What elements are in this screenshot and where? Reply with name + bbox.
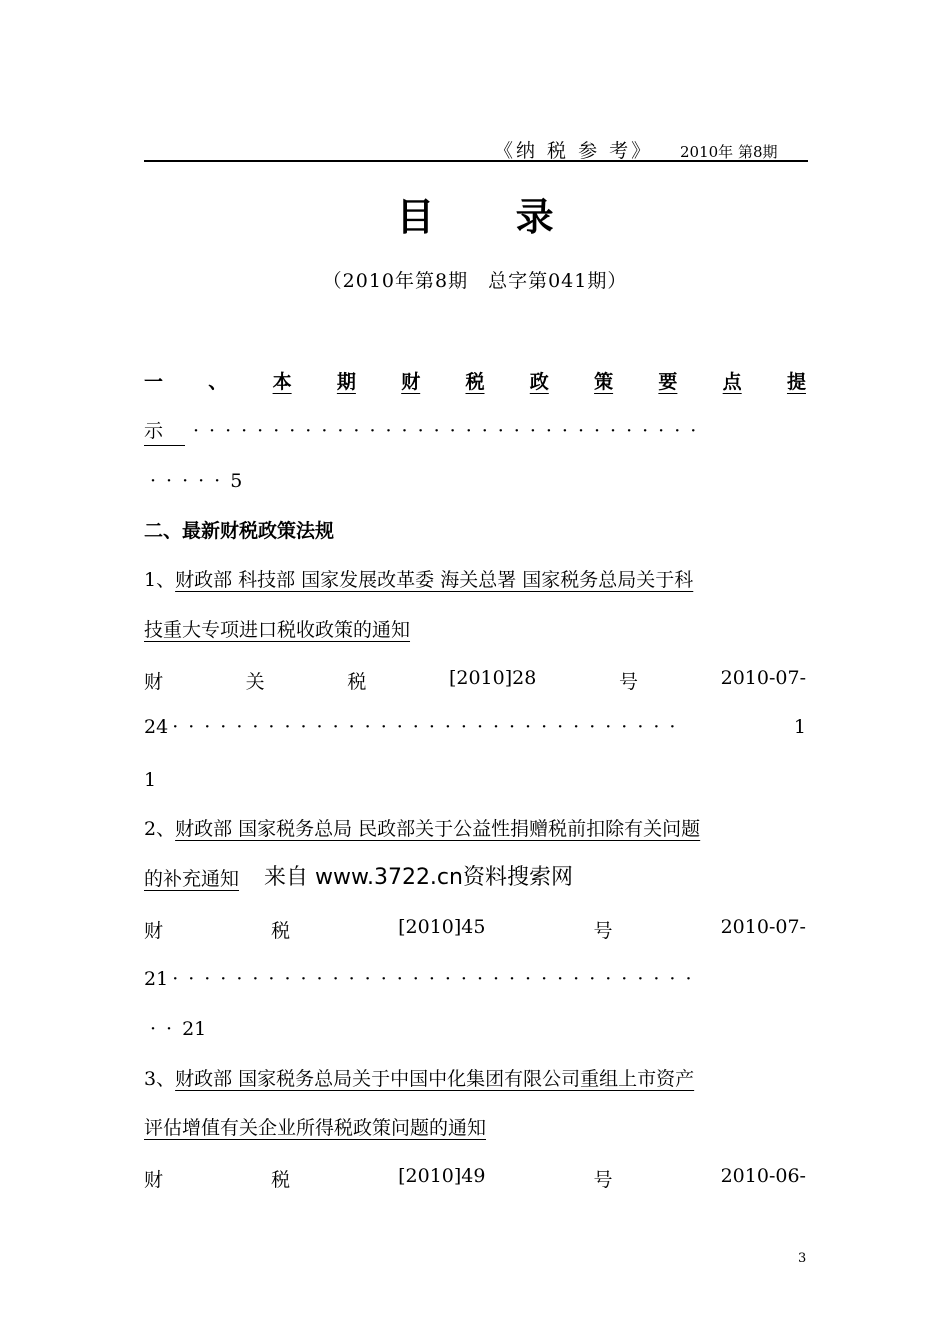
item1-title-line2 [144, 617, 410, 643]
item2-title-link-cont[interactable]: 的补充通知 [144, 868, 240, 890]
section1-char[interactable]: 点 [722, 371, 742, 393]
leader-dots: ································· [172, 968, 702, 990]
section1-char[interactable]: 政 [529, 371, 549, 393]
date-tail: 21 [144, 968, 169, 990]
doc-part: [2010]28 [448, 667, 537, 689]
doc-part: 税 [271, 920, 291, 942]
doc-part: 号 [618, 671, 638, 693]
page-ref: 5 [230, 470, 243, 492]
page-title: 目 录 [396, 194, 588, 239]
section1-line3 [150, 468, 242, 494]
section1-heading-line [144, 367, 806, 394]
item-number: 2、 [144, 818, 176, 840]
section1-line2 [144, 418, 706, 444]
doc-part: 2010-07- [720, 667, 806, 689]
publication-title: 《纳 税 参 考》 [494, 140, 654, 162]
item1-page-cont: 1 [144, 769, 157, 791]
date-tail: 24 [144, 716, 169, 738]
item1-title-link-cont[interactable]: 技重大专项进口税收政策的通知 [144, 619, 411, 641]
item1-date-dots-line [144, 716, 806, 738]
doc-part: 财 [144, 1169, 164, 1191]
header-rule [144, 160, 808, 162]
item2-date-dots-line [144, 966, 702, 992]
doc-part: 2010-07- [720, 916, 806, 938]
item1-title-line1 [144, 567, 693, 593]
item2-doc-line [144, 916, 806, 943]
section1-char[interactable]: 策 [594, 371, 614, 393]
doc-part: 财 [144, 920, 164, 942]
item3-doc-line [144, 1165, 806, 1192]
item2-title-link[interactable]: 财政部 国家税务总局 民政部关于公益性捐赠税前扣除有关问题 [175, 818, 701, 840]
section1-char[interactable]: 税 [465, 371, 485, 393]
issue-label: 2010年 第8期 [680, 143, 778, 161]
section1-char[interactable]: 本 [272, 371, 292, 393]
item3-title-line2 [144, 1115, 500, 1141]
item3-title-link-cont[interactable]: 评估增值有关企业所得税政策问题的通知 [144, 1117, 487, 1139]
item3-title-link[interactable]: 财政部 国家税务总局关于中国中化集团有限公司重组上市资产 [175, 1068, 695, 1090]
doc-part: 号 [593, 1169, 613, 1191]
page-number: 3 [798, 1251, 807, 1266]
doc-part: 财 [144, 671, 164, 693]
watermark-text: 来自 www.3722.cn资料搜索网 [264, 865, 573, 890]
item1-doc-line [144, 667, 806, 694]
section2-heading: 二、最新财税政策法规 [144, 520, 335, 542]
section1-link-tail[interactable]: 示 [144, 420, 185, 446]
section1-char[interactable]: 要 [658, 371, 678, 393]
item1-title-link[interactable]: 财政部 科技部 国家发展改革委 海关总署 国家税务总局关于科 [175, 569, 694, 591]
page-subtitle: （2010年第8期 总字第041期） [322, 270, 628, 292]
item2-title-line2 [144, 866, 239, 892]
section1-char[interactable]: 财 [401, 371, 421, 393]
section1-char[interactable]: 期 [336, 371, 356, 393]
item3-title-line1 [144, 1066, 694, 1092]
doc-part: [2010]49 [398, 1165, 486, 1187]
page-ref: 1 [793, 716, 806, 738]
section1-char: 、 [208, 371, 228, 393]
item2-page-line [150, 1016, 206, 1042]
doc-part: 号 [593, 920, 613, 942]
leader-dots: ····· [150, 470, 231, 492]
section1-char: 一 [144, 371, 164, 393]
leader-dots: ································ [193, 420, 707, 442]
item-number: 3、 [144, 1068, 176, 1090]
doc-part: 税 [271, 1169, 291, 1191]
doc-part: [2010]45 [398, 916, 486, 938]
leader-dots: ································ [172, 716, 686, 738]
doc-part: 关 [245, 671, 265, 693]
section1-char[interactable]: 提 [786, 371, 806, 393]
page-ref: 21 [182, 1018, 207, 1040]
item2-title-line1 [144, 816, 700, 842]
leader-dots: ·· [150, 1018, 183, 1040]
item-number: 1、 [144, 569, 176, 591]
doc-part: 税 [347, 671, 367, 693]
doc-part: 2010-06- [720, 1165, 806, 1187]
